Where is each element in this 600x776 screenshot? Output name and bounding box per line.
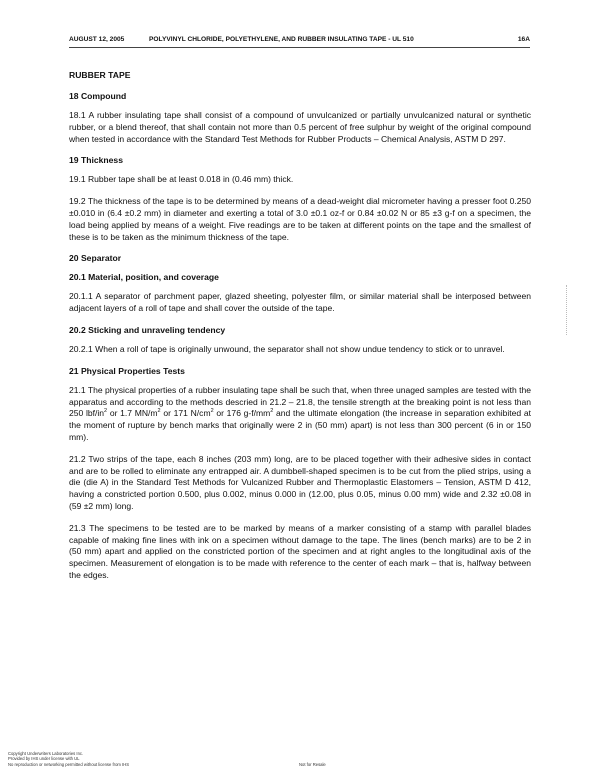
section-21-heading: 21 Physical Properties Tests [69, 365, 185, 376]
paragraph-21-1-part-b: or 1.7 MN/m [107, 408, 158, 419]
document-body [69, 70, 531, 592]
paragraph-19-2: 19.2 The thickness of the tape is to be determined by means of a dead-weight dial micrometer having a presser foot 0.250 ±0.010 in (6.4 ±0.2 mm) in diameter and exerting a total of 3.0 ±0.1 oz-f or 0.84 ±0.02 N or 85 ±3 g-f on a specimen, the load being applied by means of a weight. Five readings are to be taken at different points on the tape and the smallest of these is to be taken as the minimum thickness of the tape. [69, 196, 531, 242]
margin-marks [566, 285, 568, 335]
paragraph-21-1 [69, 385, 531, 444]
header-date: AUGUST 12, 2005 [69, 36, 125, 43]
not-for-resale-notice: Not for Resale [299, 762, 326, 767]
superscript: 2 [270, 408, 274, 415]
paragraph-21-2: 21.2 Two strips of the tape, each 8 inches (203 mm) long, are to be placed together with their adhesive sides in contact and are to be rolled to eliminate any entrapped air. A dumbbell-shaped specimen is to be cut from the plied strips, using a die (die A) in the Standard Test Methods for Vulcanized Rubber and Thermoplastic Elastomers – Tension, ASTM D 412, having a constricted portion 0.500, plus 0.002, minus 0.000 in (12.00, plus 0.05, minus 0.00 mm) wide and 2.32 ±0.08 in (59 ±2 mm) long. [69, 453, 531, 511]
section-19-heading: 19 Thickness [69, 155, 123, 166]
section-20-heading: 20 Separator [69, 253, 122, 264]
section-18-heading: 18 Compound [69, 91, 127, 101]
paragraph-19-1: 19.1 Rubber tape shall be at least 0.018 in (0.46 mm) thick. [69, 174, 294, 185]
paragraph-20-2-1: 20.2.1 When a roll of tape is originally unwound, the separator shall not show undue tendency to stick or to unravel. [69, 343, 505, 354]
paragraph-21-1-part-e: and the ultimate elongation (the increase in separation exhibited at the moment of rupture by bench marks that originally were 2 in (50 mm) apart) is not less than 300 percent (6 in or 150 mm). [69, 408, 531, 442]
paragraph-18-1: 18.1 A rubber insulating tape shall consist of a compound of unvulcanized or partially unvulcanized natural or synthetic rubber, or a blend thereof, that shall contain not more than 0.5 percent of free sulphur by weight of the original compound when tested in accordance with the Standard Test Methods for Rubber Products – Chemical Analysis, ASTM D 297. [69, 110, 531, 144]
part-heading: RUBBER TAPE [69, 70, 131, 80]
paragraph-20-1-1: 20.1.1 A separator of parchment paper, glazed sheeting, polyester film, or similar material shall be interposed between adjacent layers of a roll of tape and shall cover the outside of the tape. [69, 291, 531, 314]
paragraph-21-1-part-d: or 176 g-f/mm [213, 408, 271, 419]
header-title: POLYVINYL CHLORIDE, POLYETHYLENE, AND RUBBER INSULATING TAPE - UL 510 [149, 36, 414, 43]
copyright-footer [8, 751, 129, 767]
superscript: 2 [157, 408, 161, 415]
paragraph-21-1-part-c: or 171 N/cm [160, 408, 211, 419]
footer-line-2: Provided by IHS under license with UL [8, 756, 80, 762]
footer-line-1: Copyright Underwriters Laboratories Inc. [8, 751, 84, 756]
section-20-1-heading: 20.1 Material, position, and coverage [69, 272, 219, 283]
header-page-number: 16A [517, 36, 530, 43]
paragraph-21-1-part-a: 21.1 The physical properties of a rubber insulating tape shall be such that, when three unaged samples are tested with the apparatus and according to the methods descried in 21.2 – 21.8, the tensile strength at the breaking point is not less than 250 lbf/in [69, 384, 531, 419]
section-20-2-heading: 20.2 Sticking and unraveling tendency [69, 324, 226, 335]
header-divider [69, 47, 530, 48]
footer-line-3: No reproduction or networking permitted without license from IHS [8, 761, 130, 767]
superscript: 2 [104, 408, 108, 415]
superscript: 2 [210, 408, 214, 415]
paragraph-21-3: 21.3 The specimens to be tested are to be marked by means of a marker consisting of a stamp with parallel blades capable of making fine lines with ink on a specimen without damage to the tape. The lines (bench marks) are to be 2 in (50 mm) apart and applied on the constricted portion of the specimen and at right angles to the longitudinal axis of the specimen. Measurement of elongation is to be made with reference to the center of each mark – that is, halfway between the edges. [69, 522, 531, 580]
